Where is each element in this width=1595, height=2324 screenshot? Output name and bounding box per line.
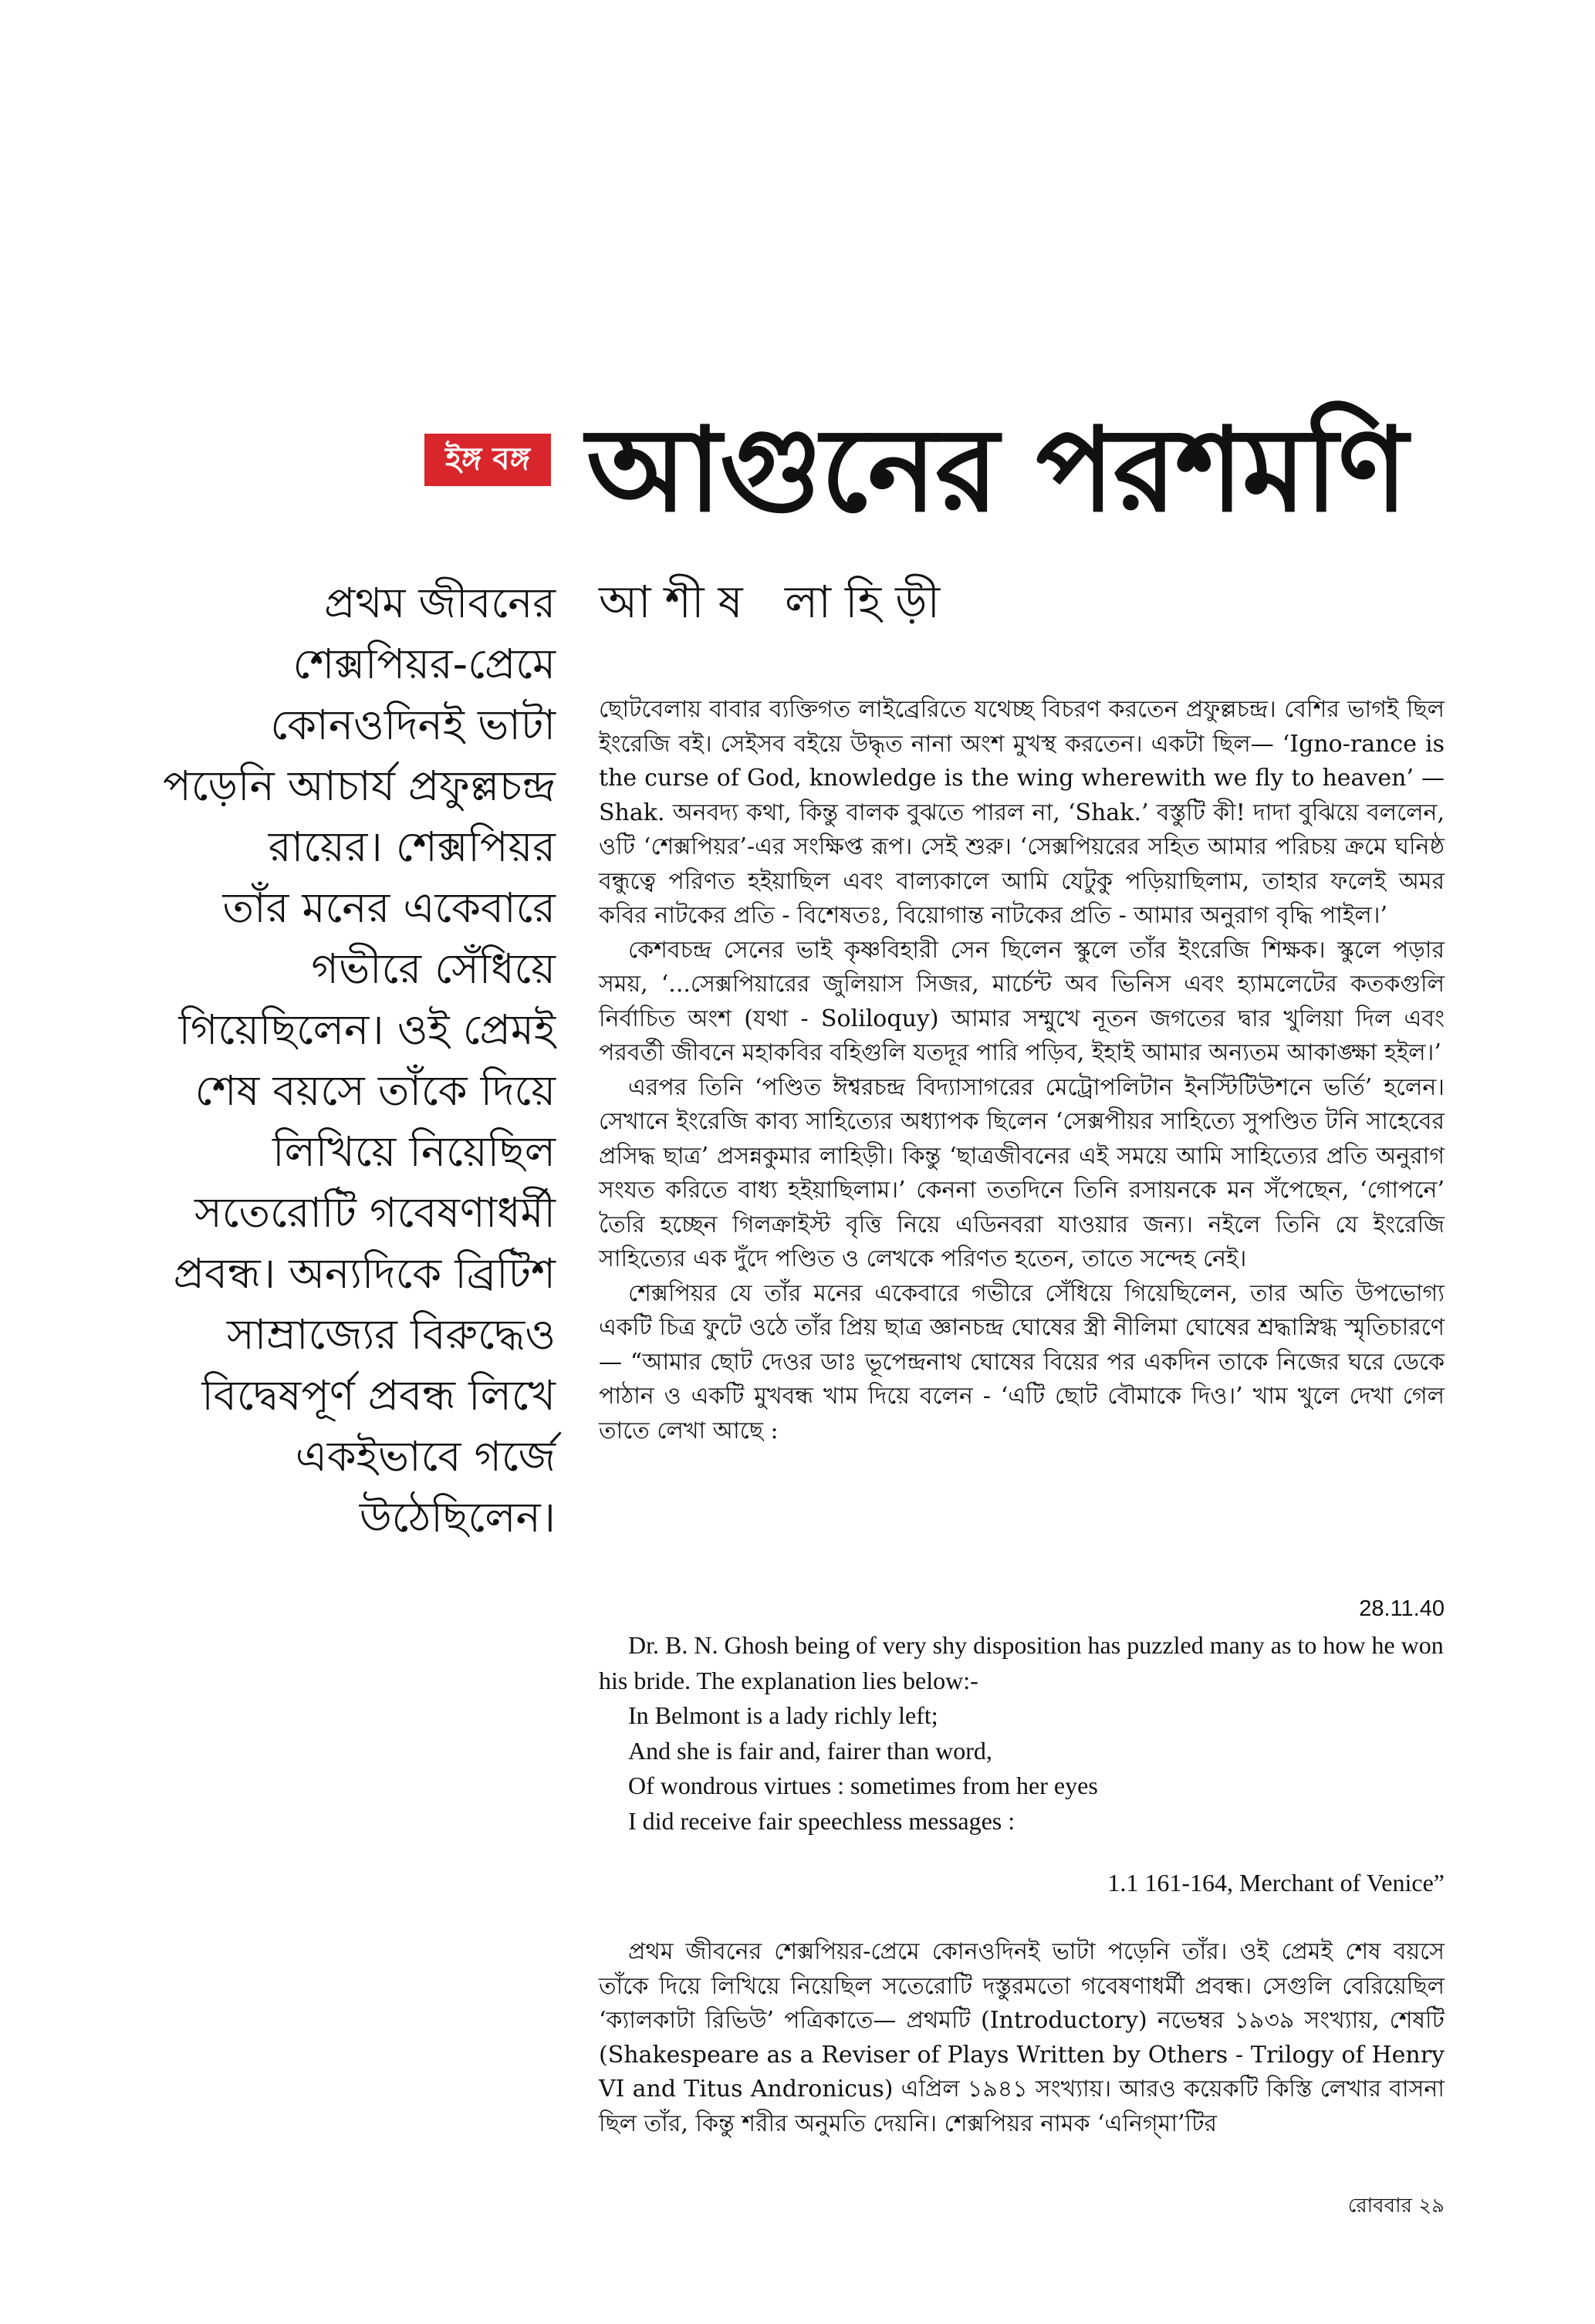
- page-footer: রোববার ২৯: [1347, 2194, 1445, 2218]
- pull-quote-line: গভীরে সেঁধিয়ে: [311, 944, 556, 993]
- section-tag: ইঙ্গ বঙ্গ: [424, 434, 551, 486]
- pull-quote-line: পড়েনি আচার্য প্রফুল্লচন্দ্র: [163, 762, 556, 810]
- pull-quote-line: তাঁর মনের একেবারে: [222, 883, 556, 932]
- body-paragraph: প্রথম জীবনের শেক্সপিয়র-প্রেমে কোনওদিনই ভাটা পড়েনি তাঁর। ওই প্রেমই শেষ বয়সে তাঁকে দিয়ে লিখিয়ে নিয়েছিল সতেরোটি দস্তুরমতো গবেষণাধর্মী প্রবন্ধ। সেগুলি বেরিয়েছিল ‘ক্যালকাটা রিভিউ’ পত্রিকাতে— প্রথমটি (Introductory) নভেম্বর ১৯৩৯ সংখ্যায়, শেষটি (Shakespeare as a Reviser of Plays Written by Others - Trilogy of Henry VI and Titus Andronicus) এপ্রিল ১৯৪১ সংখ্যায়। আরও কয়েকটি কিস্তি লেখার বাসনা ছিল তাঁর, কিন্তু শরীর অনুমতি দেয়নি। শেক্সপিয়র নামক ‘এনিগ্‌মা’টির: [599, 1938, 1445, 2137]
- letter-verse-line: And she is fair and, fairer than word,: [628, 1736, 992, 1765]
- body-paragraph: এরপর তিনি ‘পণ্ডিত ঈশ্বরচন্দ্র বিদ্যাসাগরের মেট্রোপলিটান ইনস্টিটিউশনে ভর্তি’ হলেন। সেখানে ইংরেজি কাব্য সাহিত্যের অধ্যাপক ছিলেন ‘সেক্সপীয়র সাহিত্যে সুপণ্ডিত টনি সাহেবের প্রসিদ্ধ ছাত্র’ প্রসন্নকুমার লাহিড়ী। কিন্তু ‘ছাত্রজীবনের এই সময়ে আমি সাহিত্যের প্রতি অনুরাগ সংযত করিতে বাধ্য হইয়াছিলাম।’ কেননা ততদিনে তিনি রসায়নকে মন সঁপেছেন, ‘গোপনে’ তৈরি হচ্ছেন গিলক্রাইস্ট বৃত্তি নিয়ে এডিনবরা যাওয়ার জন্য। নইলে তিনি যে ইংরেজি সাহিত্যের এক দুঁদে পণ্ডিত ও লেখকে পরিণত হতেন, তাতে সন্দেহ নেই।: [599, 1073, 1445, 1272]
- pull-quote-line: প্রবন্ধ। অন্যদিকে ব্রিটিশ: [173, 1249, 556, 1298]
- body-paragraph: শেক্সপিয়র যে তাঁর মনের একেবারে গভীরে সেঁধিয়ে গিয়েছিলেন, তার অতি উপভোগ্য একটি চিত্র ফুটে ওঠে তাঁর প্রিয় ছাত্র জ্ঞানচন্দ্র ঘোষের স্ত্রী নীলিমা ঘোষের শ্রদ্ধাস্নিগ্ধ স্মৃতিচারণে— “আমার ছোট দেওর ডাঃ ভূপেন্দ্রনাথ ঘোষের বিয়ের পর একদিন তাকে নিজের ঘরে ডেকে পাঠান ও একটি মুখবন্ধ খাম দিয়ে বলেন - ‘এটি ছোট বৌমাকে দিও।’ খাম খুলে দেখা গেল তাতে লেখা আছে :: [599, 1279, 1445, 1444]
- closing-body: [599, 1935, 1445, 2141]
- pull-quote-line: প্রথম জীবনের: [324, 579, 556, 627]
- article-body: [599, 693, 1445, 1448]
- body-paragraph: কেশবচন্দ্র সেনের ভাই কৃষ্ণবিহারী সেন ছিলেন স্কুলে তাঁর ইংরেজি শিক্ষক। স্কুলে পড়ার সময়, ‘...সেক্সপিয়ারের জুলিয়াস সিজর, মার্চেন্ট অব ভিনিস এবং হ্যামলেটের কতকগুলি নির্বাচিত অংশ (যথা - Soliloquy) আমার সম্মুখে নূতন জগতের দ্বার খুলিয়া দিল এবং পরবর্তী জীবনে মহাকবির বহিগুলি যতদূর পারি পড়িব, ইহাই আমার অন্যতম আকাঙ্ক্ষা হইল।’: [599, 936, 1445, 1066]
- pull-quote-line: শেক্সপিয়র-প্রেমে: [292, 640, 556, 688]
- pull-quote-line: রায়ের। শেক্সপিয়র: [268, 823, 556, 871]
- pull-quote-line: শেষ বয়সে তাঁকে দিয়ে: [194, 1066, 556, 1115]
- letter-verse-line: Of wondrous virtues : sometimes from her eyes: [628, 1772, 1098, 1799]
- pull-quote-line: উঠেছিলেন।: [359, 1493, 556, 1542]
- article-headline: আগুনের পরশমণি: [586, 404, 1407, 538]
- pull-quote-line: গিয়েছিলেন। ওই প্রেমই: [178, 1005, 556, 1054]
- letter-date: 28.11.40: [1359, 1596, 1445, 1621]
- letter-citation: 1.1 161-164, Merchant of Venice”: [1107, 1869, 1445, 1897]
- pull-quote-line: একইভাবে গর্জে: [295, 1432, 556, 1481]
- pull-quote-line: সতেরোটি গবেষণাধর্মী: [194, 1188, 556, 1237]
- pull-quote-line: বিদ্বেষপূর্ণ প্রবন্ধ লিখে: [201, 1371, 556, 1420]
- body-paragraph: ছোটবেলায় বাবার ব্যক্তিগত লাইব্রেরিতে যথেচ্ছ বিচরণ করতেন প্রফুল্লচন্দ্র। বেশির ভাগই ছিল ইংরেজি বই। সেইসব বইয়ে উদ্ধৃত নানা অংশ মুখস্থ করতেন। একটা ছিল— ‘Igno-rance is the curse of God, knowledge is the wing wherewith we fly to heaven’ — Shak. অনবদ্য কথা, কিন্তু বালক বুঝতে পারল না, ‘Shak.’ বস্তুটি কী! দাদা বুঝিয়ে বললেন, ওটি ‘শেক্সপিয়র’-এর সংক্ষিপ্ত রূপ। সেই শুরু। ‘সেক্সপিয়রের সহিত আমার পরিচয় ক্রমে ঘনিষ্ঠ বন্ধুত্বে পরিণত হইয়াছিল এবং বাল্যকালে আমি যেটুকু পড়িয়াছিলাম, তাহার ফলেই অমর কবির নাটকের প্রতি - বিশেষতঃ, বিয়োগান্ত নাটকের প্রতি - আমার অনুরাগ বৃদ্ধি পাইল।’: [599, 696, 1445, 929]
- quoted-letter: [599, 1628, 1445, 1839]
- pull-quote: [123, 573, 556, 1548]
- letter-opening: Dr. B. N. Ghosh being of very shy disposition has puzzled many as to how he won his bride. The explanation lies below:-: [599, 1631, 1444, 1694]
- letter-verse-line: In Belmont is a lady richly left;: [628, 1701, 938, 1729]
- pull-quote-line: কোনওদিনই ভাটা: [270, 701, 556, 749]
- letter-verse-line: I did receive fair speechless messages :: [628, 1806, 1015, 1835]
- pull-quote-line: লিখিয়ে নিয়েছিল: [272, 1127, 556, 1176]
- pull-quote-line: সাম্রাজ্যের বিরুদ্ধেও: [227, 1310, 556, 1359]
- author-byline: আশীষ লাহিড়ী: [599, 576, 955, 628]
